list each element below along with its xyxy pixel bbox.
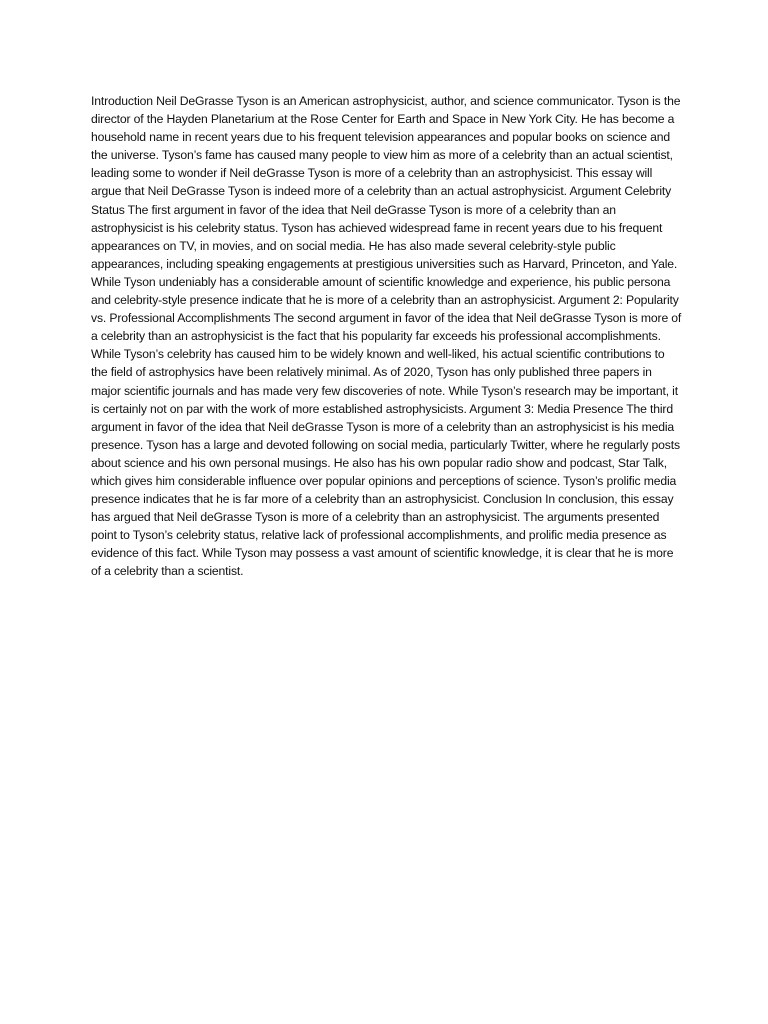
- essay-body-text: Introduction Neil DeGrasse Tyson is an American astrophysicist, author, and science communicator. Tyson is the director of the Hayden Planetarium at the Rose Center for Earth and Space in New York City. He has become a household name in recent years due to his frequent television appearances and popular books on science and the universe. Tyson’s fame has caused many people to view him as more of a celebrity than an actual scientist, leading some to wonder if Neil deGrasse Tyson is more of a celebrity than an astrophysicist. This essay will argue that Neil DeGrasse Tyson is indeed more of a celebrity than an actual astrophysicist. Argument Celebrity Status The first argument in favor of the idea that Neil deGrasse Tyson is more of a celebrity than an astrophysicist is his celebrity status. Tyson has achieved widespread fame in recent years due to his frequent appearances on TV, in movies, and on social media. He has also made several celebrity-style public appearances, including speaking engagements at prestigious universities such as Harvard, Princeton, and Yale. While Tyson undeniably has a considerable amount of scientific knowledge and experience, his public persona and celebrity-style presence indicate that he is more of a celebrity than an astrophysicist. Argument 2: Popularity vs. Professional Accomplishments The second argument in favor of the idea that Neil deGrasse Tyson is more of a celebrity than an astrophysicist is the fact that his popularity far exceeds his professional accomplishments. While Tyson’s celebrity has caused him to be widely known and well-liked, his actual scientific contributions to the field of astrophysics have been relatively minimal. As of 2020, Tyson has only published three papers in major scientific journals and has made very few discoveries of note. While Tyson’s research may be important, it is certainly not on par with the work of more established astrophysicists. Argument 3: Media Presence The third argument in favor of the idea that Neil deGrasse Tyson is more of a celebrity than an astrophysicist is his media presence. Tyson has a large and devoted following on social media, particularly Twitter, where he regularly posts about science and his own personal musings. He also has his own popular radio show and podcast, Star Talk, which gives him considerable influence over popular opinions and perceptions of science. Tyson’s prolific media presence indicates that he is far more of a celebrity than an astrophysicist. Conclusion In conclusion, this essay has argued that Neil deGrasse Tyson is more of a celebrity than an astrophysicist. The arguments presented point to Tyson’s celebrity status, relative lack of professional accomplishments, and prolific media presence as evidence of this fact. While Tyson may possess a vast amount of scientific knowledge, it is clear that he is more of a celebrity than a scientist.: [91, 94, 682, 579]
